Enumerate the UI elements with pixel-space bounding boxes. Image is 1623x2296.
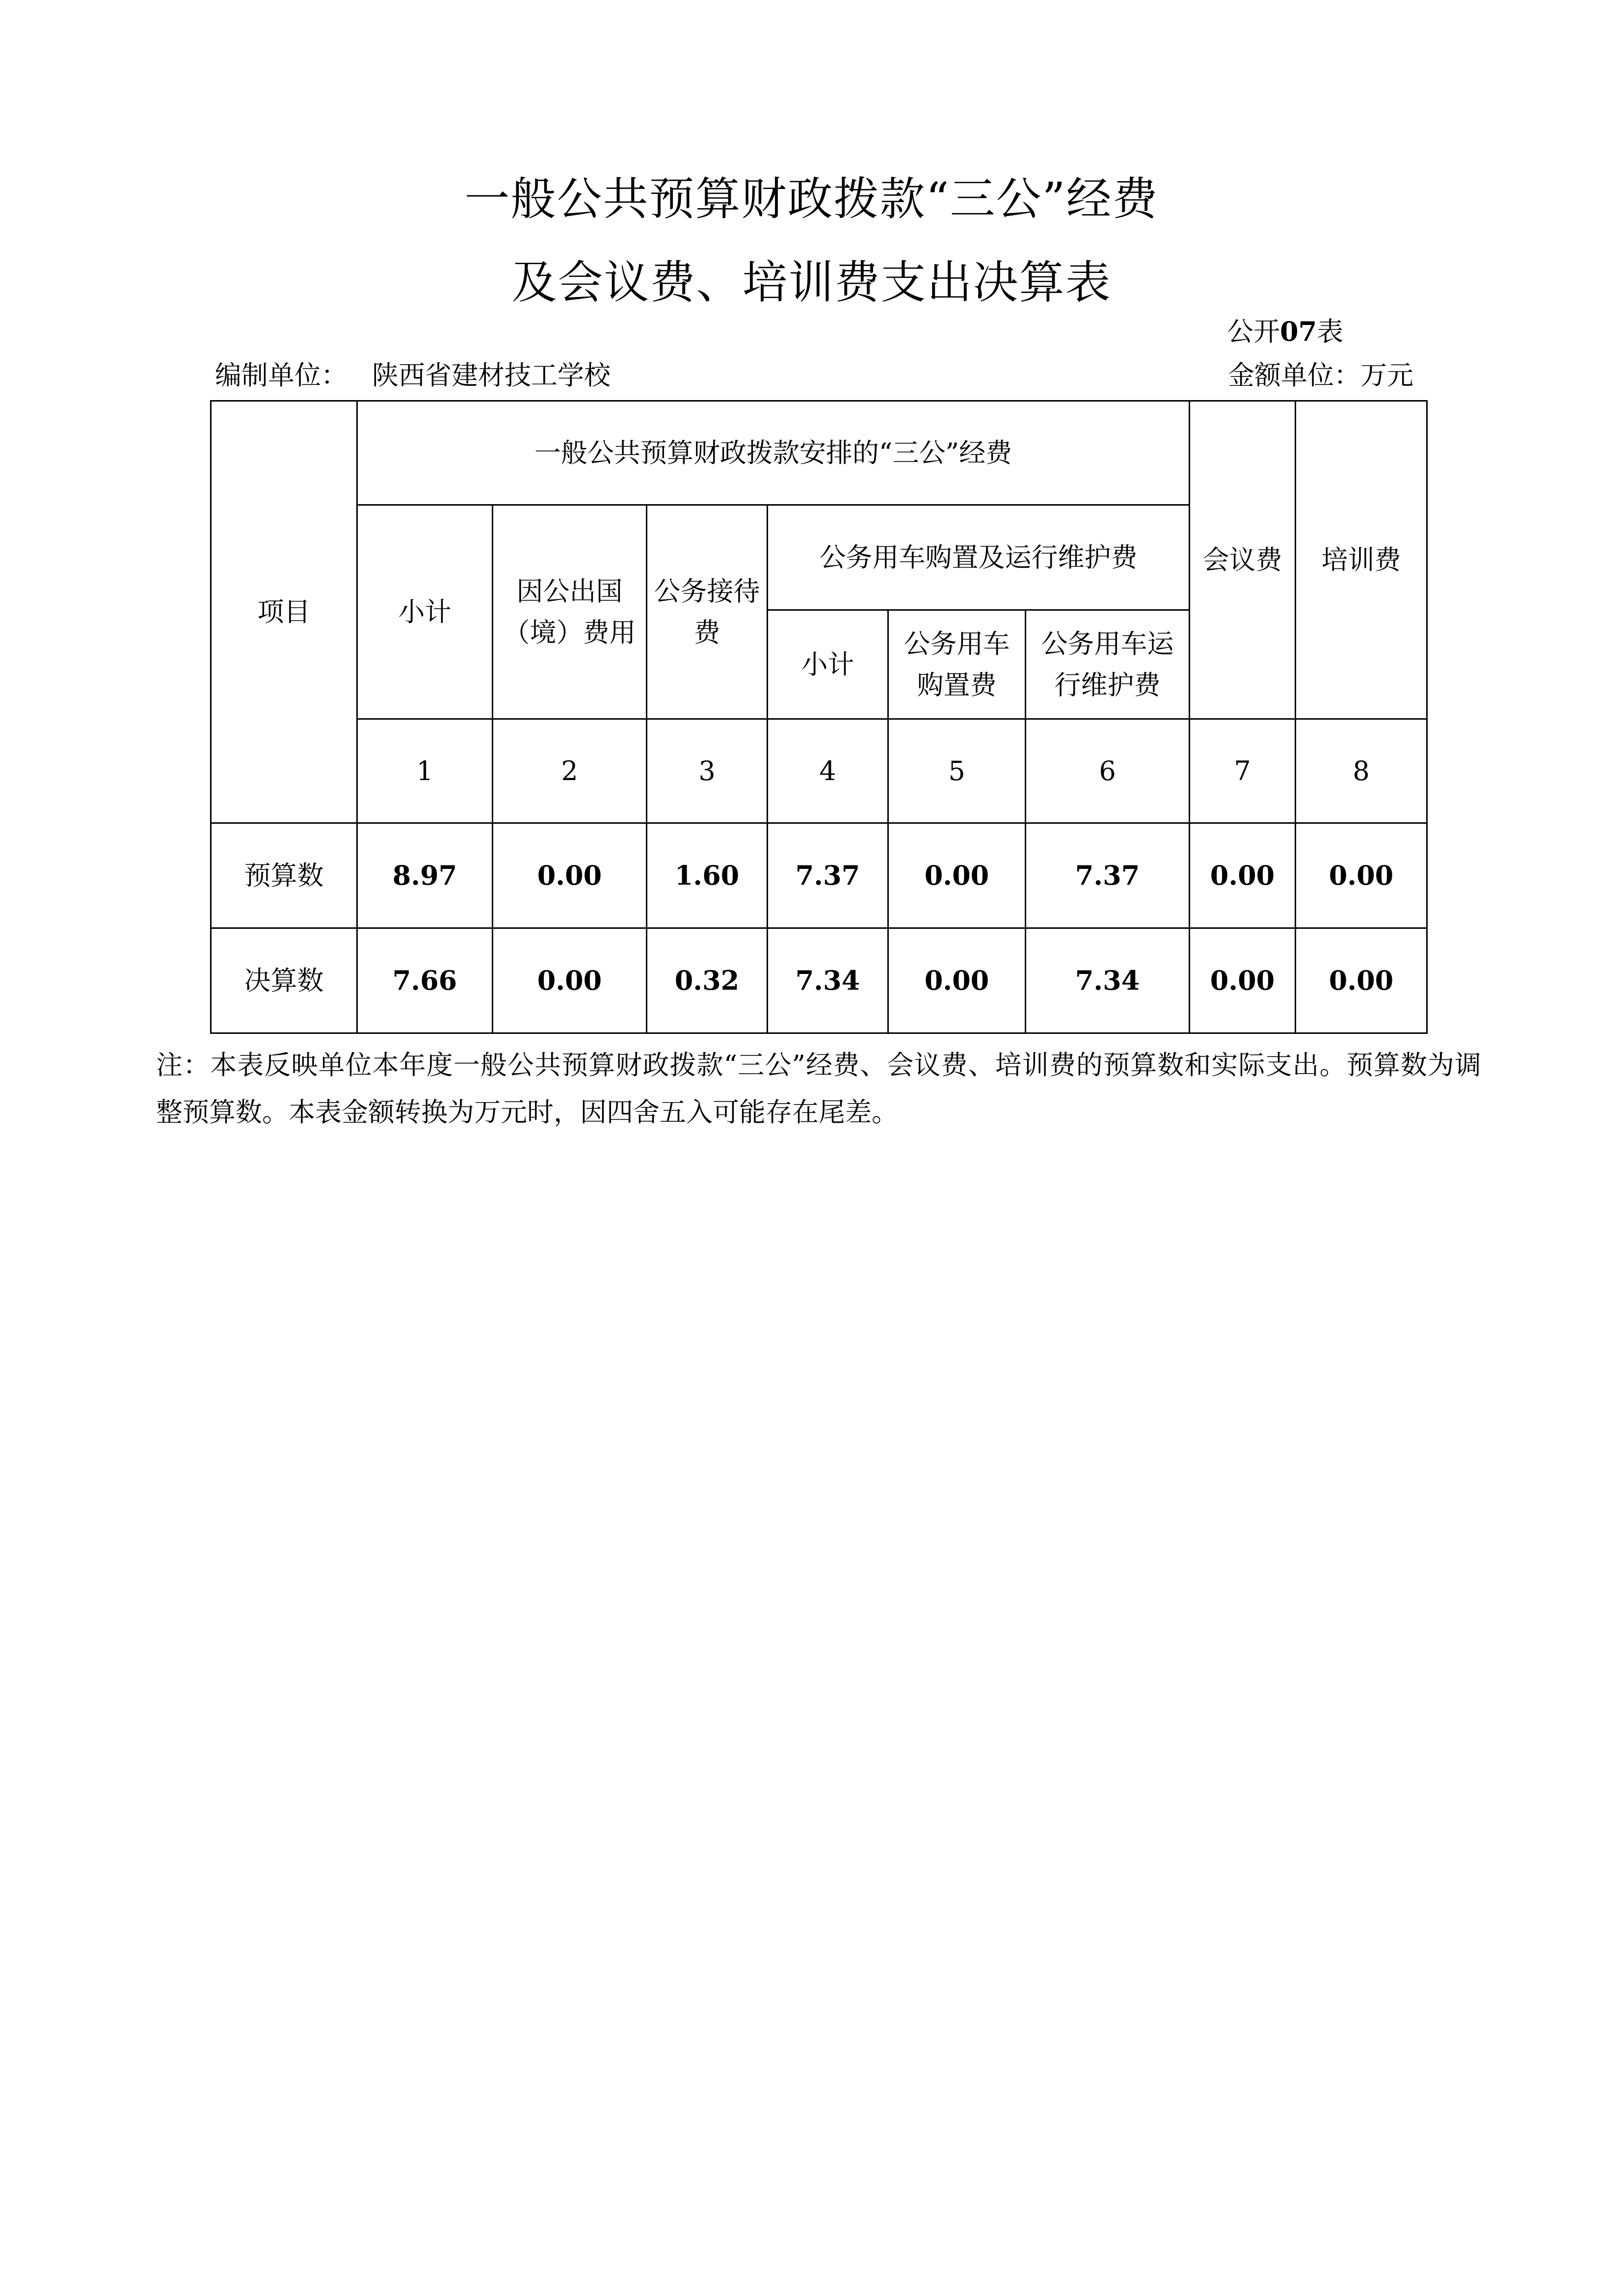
- compiling-unit-label: 编制单位：: [215, 360, 347, 391]
- table-cell: 0.00: [493, 928, 647, 1033]
- header-vehicle-group: 公务用车购置及运行维护费: [768, 505, 1190, 610]
- table-cell: 0.00: [888, 928, 1026, 1033]
- table-cell: 0.00: [888, 823, 1026, 928]
- table-cell: 7.37: [1026, 823, 1190, 928]
- header-vehicle-maintenance: 公务用车运行维护费: [1026, 610, 1190, 719]
- header-item: 项目: [211, 401, 357, 823]
- title-line-2: 及会议费、培训费支出决算表: [511, 256, 1112, 309]
- table-note: 注：本表反映单位本年度一般公共预算财政拨款“三公”经费、会议费、培训费的预算数和实际支出。预算数为调整预算数。本表金额转换为万元时，因四舍五入可能存在尾差。: [156, 1050, 1481, 1128]
- form-number-suffix: 表: [1317, 316, 1344, 347]
- table-cell: 7.37: [768, 823, 888, 928]
- title-line-1: 一般公共预算财政拨款“三公”经费: [464, 173, 1159, 225]
- table-cell: 0.00: [1190, 823, 1296, 928]
- table-cell: 7.34: [1026, 928, 1190, 1033]
- table-cell: 0.00: [493, 823, 647, 928]
- table-cell: 1.60: [647, 823, 768, 928]
- col-number: 6: [1026, 719, 1190, 823]
- form-number: [1227, 318, 1343, 345]
- header-vehicle-purchase: 公务用车购置费: [888, 610, 1026, 719]
- form-number-value: 07: [1280, 316, 1317, 347]
- col-number: 5: [888, 719, 1026, 823]
- header-abroad: 因公出国（境）费用: [493, 505, 647, 719]
- expenditure-table: [210, 400, 1428, 1034]
- compiling-unit-value: 陕西省建材技工学校: [372, 360, 611, 391]
- col-number: 7: [1190, 719, 1296, 823]
- row-label: 决算数: [211, 928, 357, 1033]
- col-number: 2: [493, 719, 647, 823]
- table-cell: 7.66: [357, 928, 493, 1033]
- table-cell: 0.32: [647, 928, 768, 1033]
- form-number-prefix: 公开: [1227, 316, 1280, 347]
- table-row-budget: [211, 823, 1427, 928]
- header-subtotal: 小计: [357, 505, 493, 719]
- col-number: 1: [357, 719, 493, 823]
- table-cell: 0.00: [1296, 928, 1427, 1033]
- table-row-final: [211, 928, 1427, 1033]
- header-training: 培训费: [1296, 401, 1427, 719]
- header-three-public-group: 一般公共预算财政拨款安排的“三公”经费: [357, 401, 1190, 505]
- header-vehicle-subtotal: 小计: [768, 610, 888, 719]
- row-label: 预算数: [211, 823, 357, 928]
- col-number: 3: [647, 719, 768, 823]
- table-cell: 8.97: [357, 823, 493, 928]
- table-cell: 0.00: [1296, 823, 1427, 928]
- col-number: 8: [1296, 719, 1427, 823]
- amount-unit: 金额单位：万元: [1228, 360, 1413, 391]
- table-cell: 7.34: [768, 928, 888, 1033]
- table-cell: 0.00: [1190, 928, 1296, 1033]
- col-number: 4: [768, 719, 888, 823]
- header-meeting: 会议费: [1190, 401, 1296, 719]
- compiling-unit: [215, 362, 611, 389]
- header-reception: 公务接待费: [647, 505, 768, 719]
